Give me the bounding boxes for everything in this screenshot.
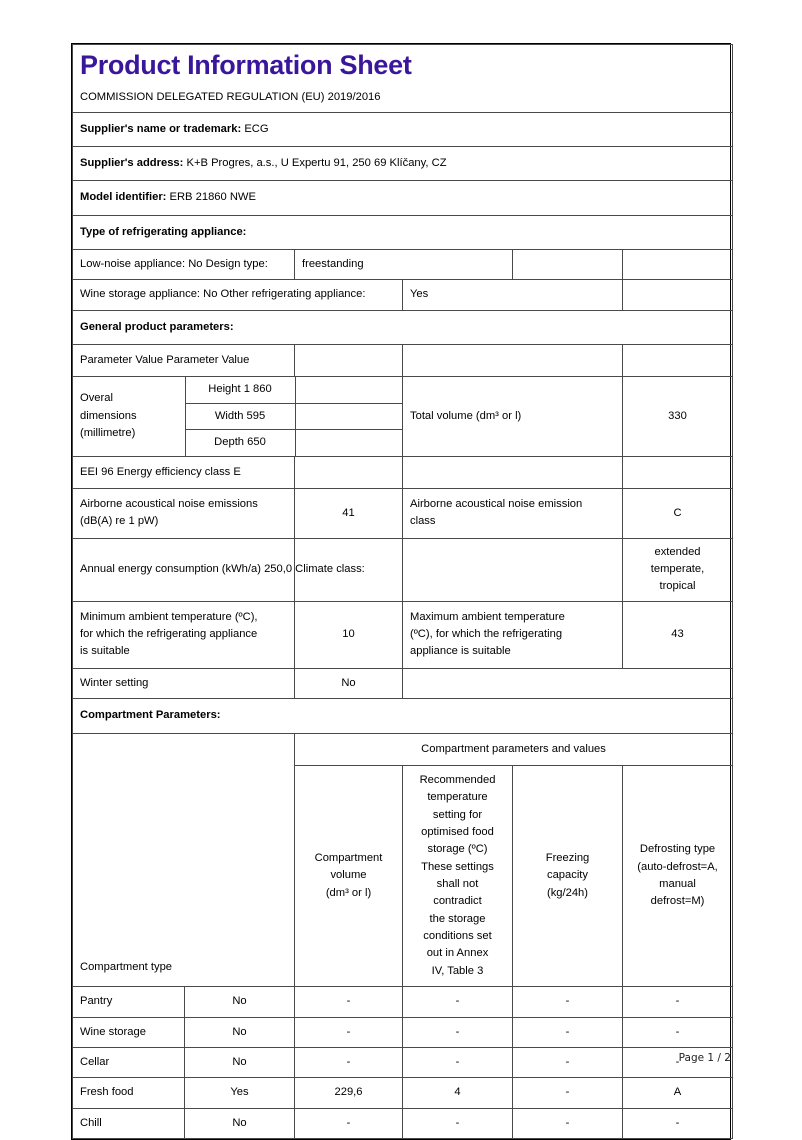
compartment-temperature-cell: - (403, 1108, 513, 1138)
noise-emissions-label-line1: Airborne acoustical noise emissions (80, 497, 258, 510)
temp-header-line-2: setting for (432, 808, 483, 821)
general-parameters-section-label: General product parameters: (73, 310, 733, 344)
ambient-temperature-row (73, 601, 733, 668)
wine-storage-spacer (623, 280, 733, 310)
min-temp-label-line3: is suitable (80, 645, 130, 658)
dimension-depth-value-cell (295, 430, 403, 456)
supplier-name-row (73, 112, 733, 146)
temp-header-line-0: Recommended (419, 773, 496, 786)
annual-energy-label (73, 538, 365, 601)
low-noise-label (73, 250, 295, 280)
temp-header-line-11: IV, Table 3 (431, 964, 484, 977)
dimensions-label-line1: Overal (80, 392, 113, 405)
model-identifier-value: ERB 21860 NWE (169, 191, 256, 204)
dimensions-label-line3: (millimetre) (80, 427, 136, 440)
min-temp-label-line1: Minimum ambient temperature (ºC), (80, 610, 258, 623)
min-temp-value: 10 (295, 601, 403, 668)
dimension-height-label: Height 1 860 (185, 377, 295, 403)
compartment-freezing-cell: - (513, 1017, 623, 1047)
compartment-temperature-cell: 4 (403, 1078, 513, 1108)
climate-class-line3: tropical (659, 580, 696, 593)
table-row (73, 987, 733, 1017)
wine-storage-appliance-label (73, 280, 403, 310)
model-identifier-cell (73, 181, 733, 215)
winter-setting-label: Winter setting (73, 668, 295, 698)
eei-row (73, 456, 733, 488)
supplier-address-value: K+B Progres, a.s., U Expertu 91, 250 69 Klíčany, CZ (186, 156, 447, 169)
compartment-volume-line1: Compartment (314, 851, 383, 864)
temp-header-line-10: out in Annex (426, 947, 489, 960)
temp-header-line-8: the storage (429, 912, 486, 925)
low-noise-spacer-2 (623, 250, 733, 280)
total-volume-value: 330 (623, 377, 733, 456)
low-noise-spacer-1 (513, 250, 623, 280)
compartment-defrost-cell: - (623, 1108, 733, 1138)
temp-header-line-9: conditions set (423, 930, 492, 943)
noise-emissions-label-line2: (dB(A) re 1 pW) (80, 515, 159, 528)
freezing-header-line1: Freezing (545, 851, 590, 864)
temp-header-line-7: contradict (433, 895, 482, 908)
model-identifier-row (73, 181, 733, 215)
compartment-volume-column-header (295, 765, 403, 986)
climate-class-value (623, 538, 733, 601)
defrost-header-line3: manual (659, 878, 696, 891)
eei-label: EEI 96 Energy efficiency class E (73, 456, 295, 488)
general-parameters-header-row (73, 310, 733, 344)
compartment-volume-line3: (dm³ or l) (325, 886, 372, 899)
eei-spacer-1 (295, 456, 403, 488)
compartment-temperature-cell: - (403, 1017, 513, 1047)
compartment-temperature-column-header (403, 765, 513, 986)
defrost-header-line1: Defrosting type (639, 843, 716, 856)
eei-spacer-2 (403, 456, 623, 488)
compartment-parameters-section-label: Compartment Parameters: (73, 699, 733, 733)
appliance-type-header-row (73, 215, 733, 249)
low-noise-row (73, 250, 733, 280)
compartment-parameters-header-row (73, 699, 733, 733)
page-title: Product Information Sheet (80, 50, 412, 80)
main-table (72, 44, 733, 1139)
compartment-defrost-cell: - (623, 1017, 733, 1047)
dimensions-label-cell (73, 377, 185, 455)
wine-storage-appliance-text: Wine storage appliance: No Other refrigerating appliance: (80, 288, 366, 301)
other-refrigerating-value: Yes (410, 288, 429, 301)
winter-setting-row (73, 668, 733, 698)
other-refrigerating-value-cell (403, 280, 623, 310)
table-row (73, 1078, 733, 1108)
dimension-width-label: Width 595 (185, 403, 295, 429)
max-temp-label (403, 601, 623, 668)
overall-dimensions-row (73, 377, 733, 456)
climate-class-line1: extended (654, 545, 701, 558)
compartment-freezing-column-header (513, 765, 623, 986)
min-temp-label-line2: for which the refrigerating appliance (80, 628, 258, 641)
compartment-defrost-cell: - (623, 987, 733, 1017)
compartment-volume-cell: - (295, 987, 403, 1017)
compartment-present-cell: No (185, 1108, 295, 1138)
compartment-temperature-cell: - (403, 1047, 513, 1077)
dimension-height-value-cell (295, 377, 403, 403)
supplier-address-row (73, 146, 733, 180)
temp-header-line-1: temperature (427, 791, 488, 804)
compartment-defrost-cell: - (623, 1047, 733, 1077)
max-temp-value: 43 (623, 601, 733, 668)
airborne-noise-row (73, 488, 733, 538)
page-footer: Page 1 / 2 (678, 1052, 731, 1064)
wine-storage-appliance-row (73, 280, 733, 310)
annual-energy-spacer-2 (403, 538, 623, 601)
defrost-header-line2: (auto-defrost=A, (637, 860, 718, 873)
design-type-value-cell (295, 250, 513, 280)
compartment-type-cell: Fresh food (73, 1078, 185, 1108)
max-temp-label-line2: (ºC), for which the refrigerating (410, 628, 563, 641)
design-type-value: freestanding (302, 258, 364, 271)
min-temp-label (73, 601, 295, 668)
dimension-width-value-cell (295, 403, 403, 429)
noise-class-label-line1: Airborne acoustical noise emission (410, 497, 583, 510)
temp-header-line-3: optimised food (421, 825, 494, 838)
regulation-subtitle: COMMISSION DELEGATED REGULATION (EU) 2019/2016 (80, 91, 381, 104)
parameter-value-header: Parameter Value Parameter Value (73, 345, 295, 377)
eei-spacer-3 (623, 456, 733, 488)
compartment-freezing-cell: - (513, 1108, 623, 1138)
parameter-header-spacer-2 (403, 345, 623, 377)
parameter-value-header-row (73, 345, 733, 377)
compartment-present-cell: No (185, 987, 295, 1017)
compartment-volume-line2: volume (330, 869, 367, 882)
noise-class-value: C (623, 488, 733, 538)
compartment-type-column-header: Compartment type (73, 733, 295, 987)
model-identifier-label: Model identifier: (80, 191, 167, 204)
compartment-volume-cell: - (295, 1017, 403, 1047)
compartment-volume-cell: - (295, 1108, 403, 1138)
appliance-type-section-label: Type of refrigerating appliance: (73, 215, 733, 249)
compartment-freezing-cell: - (513, 987, 623, 1017)
compartment-type-cell: Cellar (73, 1047, 185, 1077)
total-volume-label: Total volume (dm³ or l) (403, 377, 623, 456)
max-temp-label-line3: appliance is suitable (410, 645, 511, 658)
product-information-sheet (71, 43, 731, 1140)
compartment-present-cell: Yes (185, 1078, 295, 1108)
dimension-depth-label: Depth 650 (185, 430, 295, 456)
compartment-group-header: Compartment parameters and values (295, 733, 733, 765)
supplier-name-cell (73, 112, 733, 146)
compartment-type-cell: Wine storage (73, 1017, 185, 1047)
max-temp-label-line1: Maximum ambient temperature (410, 610, 565, 623)
compartment-volume-cell: 229,6 (295, 1078, 403, 1108)
temp-header-line-4: storage (ºC) (427, 843, 488, 856)
noise-emissions-label (73, 488, 295, 538)
supplier-address-label: Supplier's address: (80, 156, 184, 169)
dimensions-label-line2: dimensions (80, 409, 137, 422)
winter-setting-spacer (403, 668, 733, 698)
temp-header-line-5: These settings (421, 860, 494, 873)
compartment-freezing-cell: - (513, 1047, 623, 1077)
overall-dimensions-cell (73, 377, 403, 456)
climate-class-line2: temperate, (650, 562, 705, 575)
compartment-freezing-cell: - (513, 1078, 623, 1108)
noise-class-label-line2: class (410, 515, 436, 528)
parameter-header-spacer-1 (295, 345, 403, 377)
compartment-defrost-column-header (623, 765, 733, 986)
table-row (73, 1017, 733, 1047)
dimensions-height-row (73, 377, 403, 403)
freezing-header-line2: capacity (546, 869, 589, 882)
dimensions-inner-table (73, 377, 403, 455)
compartment-type-cell: Chill (73, 1108, 185, 1138)
supplier-name-value: ECG (244, 122, 269, 135)
temp-header-line-6: shall not (436, 878, 479, 891)
supplier-name-label: Supplier's name or trademark: (80, 122, 242, 135)
compartment-group-header-row (73, 733, 733, 765)
defrost-header-line4: defrost=M) (650, 895, 705, 908)
compartment-type-cell: Pantry (73, 987, 185, 1017)
supplier-address-cell (73, 146, 733, 180)
noise-emissions-value: 41 (295, 488, 403, 538)
annual-energy-row (73, 538, 733, 601)
low-noise-text: Low-noise appliance: No Design type: (80, 258, 268, 271)
compartment-present-cell: No (185, 1017, 295, 1047)
winter-setting-value: No (295, 668, 403, 698)
compartment-volume-cell: - (295, 1047, 403, 1077)
title-cell (73, 45, 733, 113)
annual-energy-text: Annual energy consumption (kWh/a) 250,0 Climate class: (80, 562, 365, 575)
compartment-present-cell: No (185, 1047, 295, 1077)
title-row (73, 45, 733, 113)
freezing-header-line3: (kg/24h) (546, 886, 589, 899)
compartment-defrost-cell: A (623, 1078, 733, 1108)
parameter-header-spacer-3 (623, 345, 733, 377)
noise-class-label (403, 488, 623, 538)
compartment-temperature-cell: - (403, 987, 513, 1017)
